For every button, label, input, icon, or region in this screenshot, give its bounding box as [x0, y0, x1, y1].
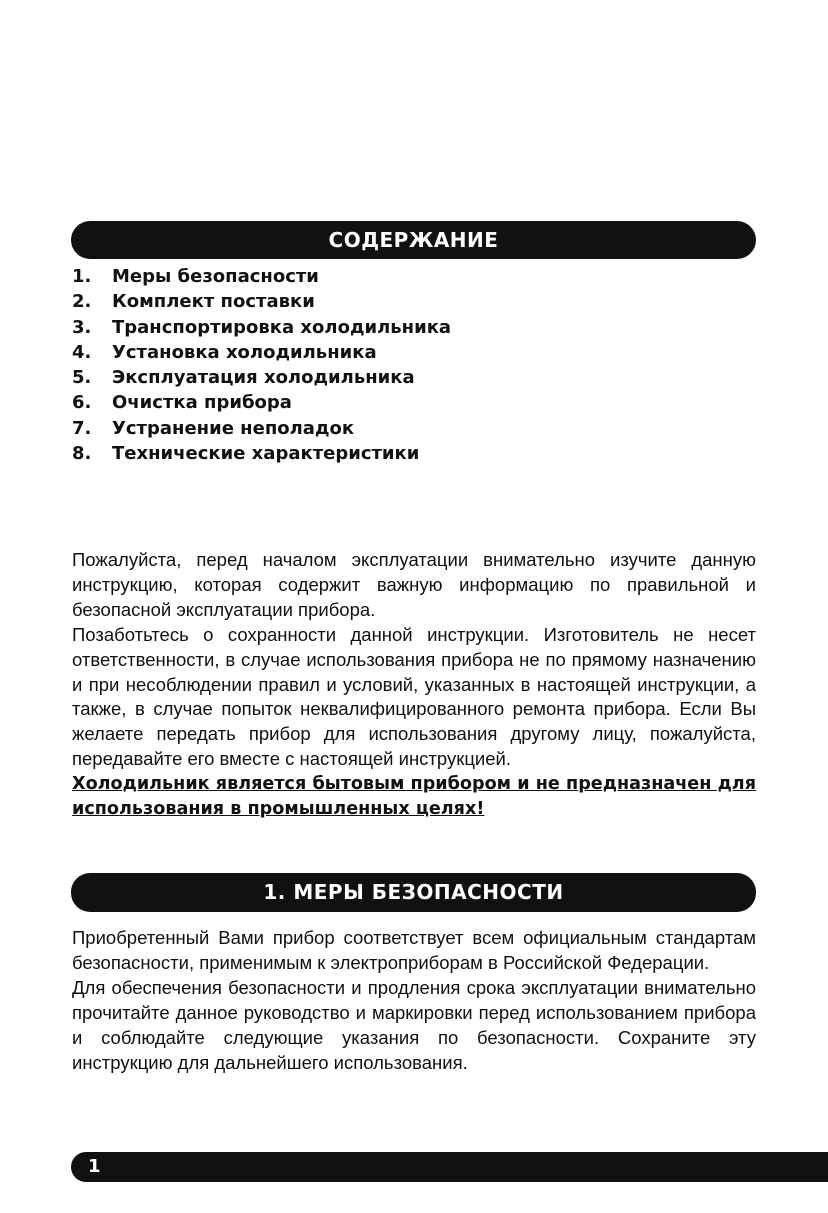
safety-text	[72, 926, 756, 1075]
toc-heading: СОДЕРЖАНИЕ	[71, 221, 756, 259]
page-footer-bar	[71, 1152, 828, 1182]
toc-item-number: 3.	[72, 316, 92, 338]
household-use-warning: Холодильник является бытовым прибором и не предназначен для использования в промышленных целях!	[72, 774, 756, 820]
toc-item-label: Устранение неполадок	[112, 417, 355, 439]
toc-item-label: Меры безопасности	[112, 266, 319, 287]
page-number: 1	[88, 1156, 101, 1177]
toc-item-label: Установка холодильника	[112, 341, 377, 363]
toc-item	[72, 264, 451, 289]
intro-text	[72, 548, 756, 822]
section-heading-safety: 1. МЕРЫ БЕЗОПАСНОСТИ	[71, 873, 756, 912]
toc-item-number: 8.	[72, 443, 92, 465]
safety-paragraph: Для обеспечения безопасности и продления срока эксплуатации внимательно прочитайте данное руководство и маркировки перед использованием прибора и соблюдайте следующие указания по безопасности. Сохраните эту инструкцию для дальнейшего использования.	[72, 976, 756, 1073]
toc-item-number: 6.	[72, 392, 92, 414]
toc-item	[72, 416, 451, 441]
toc-list	[72, 264, 451, 466]
intro-paragraph: Позаботьтесь о сохранности данной инструкции. Изготовитель не несет ответственности, в случае использования прибора не по прямому назначению и при несоблюдении правил и условий, указанных в настоящей инструкции, а также, в случае попыток неквалифицированного ремонта прибора. Если Вы желаете передать прибор для использования другому лицу, пожалуйста, передавайте его вместе с настоящей инструкцией.	[72, 623, 756, 770]
toc-item-number: 2.	[72, 291, 92, 313]
toc-item-number: 4.	[72, 341, 92, 363]
toc-item	[72, 365, 451, 390]
toc-item	[72, 340, 451, 365]
toc-item-number: 7.	[72, 417, 92, 439]
toc-item-label: Комплект поставки	[112, 291, 315, 313]
toc-item-label: Транспортировка холодильника	[112, 316, 452, 338]
toc-item	[72, 390, 451, 415]
toc-item-number: 5.	[72, 367, 92, 389]
intro-paragraph: Пожалуйста, перед началом эксплуатации внимательно изучите данную инструкцию, которая содержит важную информацию по правильной и безопасной эксплуатации прибора.	[72, 549, 756, 620]
toc-item	[72, 289, 451, 314]
toc-item-number: 1.	[72, 266, 92, 287]
toc-item	[72, 315, 451, 340]
toc-item-label: Очистка прибора	[112, 392, 292, 414]
safety-paragraph: Приобретенный Вами прибор соответствует всем официальным стандартам безопасности, применимым к электроприборам в Российской Федерации.	[72, 927, 756, 973]
toc-item-label: Эксплуатация холодильника	[112, 367, 415, 389]
toc-item-label: Технические характеристики	[112, 443, 420, 465]
toc-item	[72, 441, 451, 466]
